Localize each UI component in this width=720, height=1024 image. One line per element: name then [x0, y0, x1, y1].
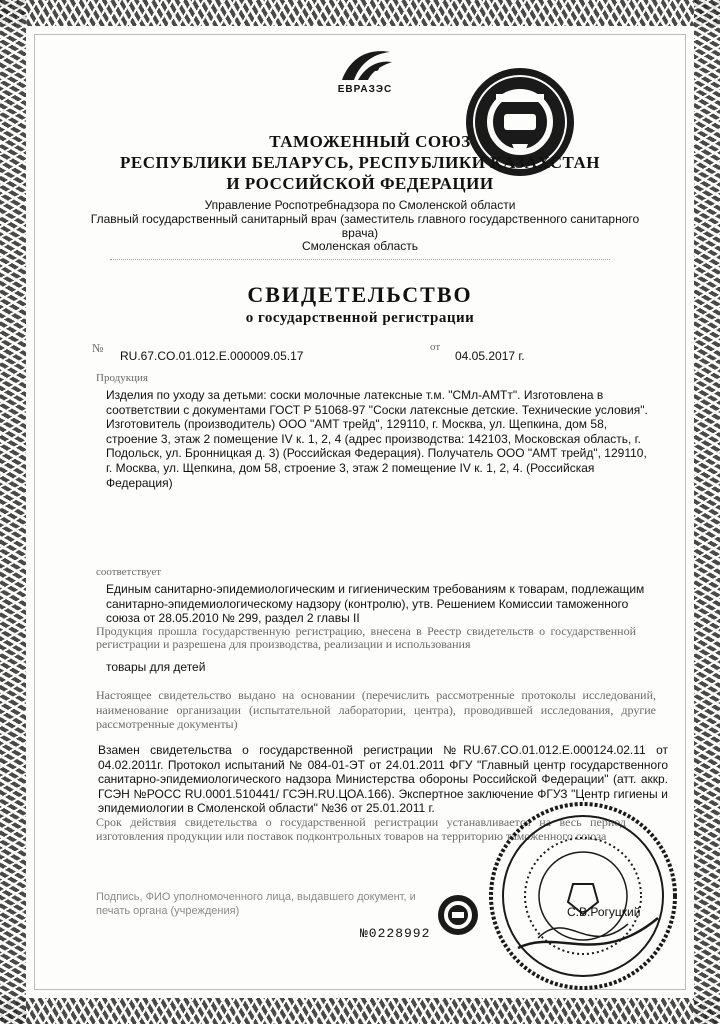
basis-intro: Настоящее свидетельство выдано на основании (перечислить рассмотренные протоколы исследований, наименование организации (испытательной лаборатории, центра), проводившей исследования, другие рассмотренные документы)	[96, 688, 656, 731]
form-serial-number: №0228992	[360, 926, 431, 941]
product-scope: товары для детей	[106, 660, 206, 674]
union-title-line3: И РОССИЙСКОЙ ФЕДЕРАЦИИ	[226, 174, 494, 193]
authority-position: Главный государственный санитарный врач (заместитель главного государственного санитарного	[90, 212, 640, 226]
complies-label: соответствует	[96, 566, 162, 578]
union-title-line1: ТАМОЖЕННЫЙ СОЮЗ	[269, 132, 471, 151]
divider	[110, 259, 610, 260]
date-label: от	[430, 341, 441, 353]
document-title: СВИДЕТЕЛЬСТВО	[247, 282, 473, 307]
requirements-text: Единым санитарно-эпидемиологическим и гигиеническим требованиям к товарам, подлежащим санитарно-эпидемиологическому надзору (контролю), утв. Решением Комиссии таможенного союза от 28.05.2010 № 299, раздел 2 главы II	[106, 582, 645, 626]
product-label: Продукция	[96, 372, 148, 384]
signer-name: С.В.Рогуцкий	[567, 905, 641, 919]
ornamental-border-top	[0, 0, 720, 26]
ornamental-border-bottom	[0, 998, 720, 1024]
product-description: Изделия по уходу за детьми: соски молочные латексные т.м. "СМл-АМТт". Изготовлена в соответствии с документами ГОСТ Р 51068-97 "Соски латексные детские. Технические условия". Изготовитель (производитель) ООО "АМТ трейд", 129110, г. Москва, ул. Щепкина, дом 58, строение 3, этаж 2 помещение IV к. 1, 2, 4 (адрес производства: 142103, Московская область, г. Подольск, ул. Бронницкая д. 3) (Российская Федерация). Получатель ООО "АМТ трейд", 129110, г. Москва, ул. Щепкина, дом 58, строение 3, этаж 2 помещение IV к. 1, 2, 4. (Российская Федерация)	[106, 388, 648, 490]
replaces-text: Взамен свидетельства о государственной регистрации №RU.67.CO.01.012.E.000124.02.11 от 04.02.2011г. Протокол испытаний № 084-01-ЭТ от 24.01.2011 ФГУ "Главный центр государственного санитарно-эпидемиологического надзора Министерства обороны Российской Федерации" (атт. аккр. ГСЭН №РОСС RU.0001.510441/ ГСЭН.RU.ЦОА.166). Экспертное заключение ФГУЗ "Центр гигиены и эпидемиологии в Смоленской области" №36 от 25.01.2011 г.	[98, 743, 668, 816]
ornamental-border-left	[0, 0, 26, 1024]
signature-label: Подпись, ФИО уполномоченного лица, выдавшего документ, и печать органа (учреждения)	[96, 891, 416, 917]
ornamental-border-right	[694, 0, 720, 1024]
registry-note: Продукция прошла государственную регистрацию, внесена в Реестр свидетельств о государственной регистрации и разрешена для производства, реализации и использования	[96, 624, 636, 651]
registration-date: 04.05.2017 г.	[455, 349, 525, 363]
authority-position-cont: врача)	[341, 226, 379, 240]
union-title-line2: РЕСПУБЛИКИ БЕЛАРУСЬ, РЕСПУБЛИКИ КАЗАХСТАН	[120, 153, 600, 172]
authority-region: Смоленская область	[301, 239, 419, 253]
registration-number: RU.67.CO.01.012.E.000009.05.17	[120, 349, 304, 363]
number-label: №	[92, 341, 104, 355]
official-seal-icon	[478, 798, 688, 994]
small-seal-icon	[436, 893, 480, 937]
eurasec-logo-text: ЕВРАЗЭС	[337, 84, 393, 95]
issuing-authority: Управление Роспотребнадзора по Смоленской области	[204, 198, 516, 212]
validity-text: Срок действия свидетельства о государственной регистрации устанавливается на весь период изготовления продукции или поставок подконтрольных товаров на территорию таможенного союза	[96, 815, 626, 843]
document-subtitle: о государственной регистрации	[245, 310, 475, 326]
